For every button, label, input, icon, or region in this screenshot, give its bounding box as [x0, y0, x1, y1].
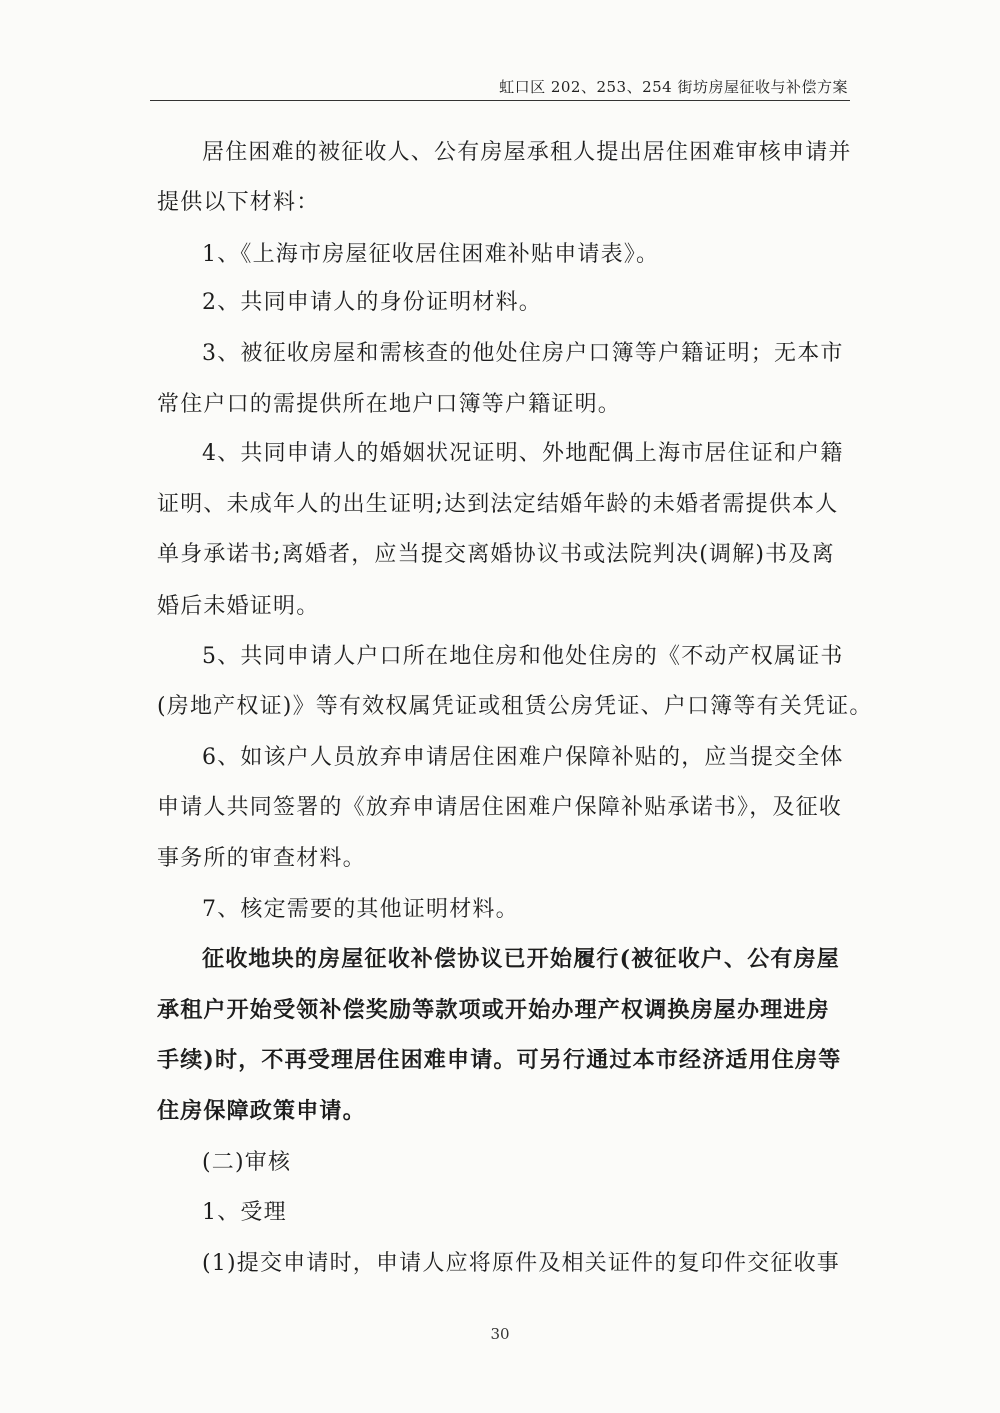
list-item-7: 7、核定需要的其他证明材料。	[202, 897, 519, 922]
paragraph-line: (1)提交申请时，申请人应将原件及相关证件的复印件交征收事	[202, 1251, 840, 1276]
subsection-heading: 1、受理	[202, 1200, 287, 1225]
list-item-6: 6、如该户人员放弃申请居住困难户保障补贴的，应当提交全体	[202, 745, 844, 770]
list-item-1: 1、《上海市房屋征收居住困难补贴申请表》。	[202, 242, 660, 267]
bold-paragraph-line: 住房保障政策申请。	[157, 1098, 366, 1124]
paragraph-line: 居住困难的被征收人、公有房屋承租人提出居住困难审核申请并	[202, 140, 852, 165]
list-item-3: 3、被征收房屋和需核查的他处住房户口簿等户籍证明；无本市	[202, 341, 844, 366]
page-number: 30	[490, 1325, 510, 1343]
paragraph-line: 证明、未成年人的出生证明;达到法定结婚年龄的未婚者需提供本人	[157, 492, 839, 517]
list-item-2: 2、共同申请人的身份证明材料。	[202, 290, 542, 315]
paragraph-line: 申请人共同签署的《放弃申请居住困难户保障补贴承诺书》，及征收	[157, 795, 843, 820]
list-item-4: 4、共同申请人的婚姻状况证明、外地配偶上海市居住证和户籍	[202, 441, 844, 466]
paragraph-line: 单身承诺书;离婚者，应当提交离婚协议书或法院判决(调解)书及离	[157, 542, 835, 567]
paragraph-line: 提供以下材料：	[157, 190, 320, 215]
bold-paragraph-line: 承租户开始受领补偿奖励等款项或开始办理产权调换房屋办理进房	[157, 997, 830, 1023]
paragraph-line: (房地产权证)》等有效权属凭证或租赁公房凭证、户口簿等有关凭证。	[157, 694, 873, 719]
section-heading: (二)审核	[202, 1150, 292, 1175]
paragraph-line: 常住户口的需提供所在地户口簿等户籍证明。	[157, 392, 622, 417]
running-header	[150, 72, 850, 101]
paragraph-line: 婚后未婚证明。	[157, 594, 320, 619]
paragraph-line: 事务所的审查材料。	[157, 846, 366, 871]
bold-paragraph-line: 手续)时，不再受理居住困难申请。可另行通过本市经济适用住房等	[157, 1047, 842, 1073]
document-title: 虹口区 202、253、254 街坊房屋征收与补偿方案	[499, 78, 848, 96]
list-item-5: 5、共同申请人户口所在地住房和他处住房的《不动产权属证书	[202, 644, 844, 669]
bold-paragraph-line: 征收地块的房屋征收补偿协议已开始履行(被征收户、公有房屋	[202, 946, 841, 972]
